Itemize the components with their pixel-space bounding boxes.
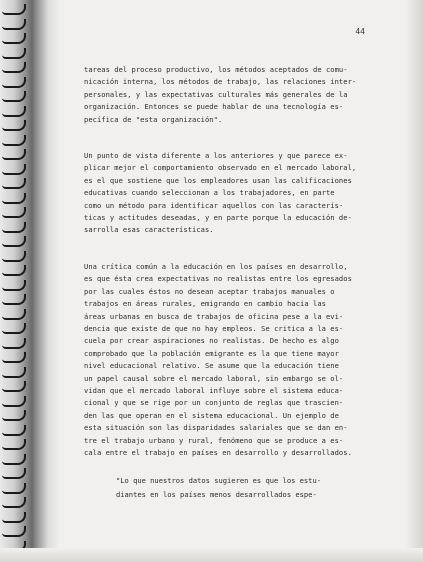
quote-line: "Lo que nuestros datos sugieren es que los estu- xyxy=(116,476,321,485)
text-line: cuela por crear aspiraciones no realistas. De hecho es algo xyxy=(84,336,339,346)
text-line: por las cuales éstos no desean aceptar trabajos manuales o xyxy=(84,286,335,296)
text-line: cional y que se rige por un conjunto de reglas que trascien- xyxy=(84,398,344,408)
paragraph-gap xyxy=(84,237,372,261)
text-line: sarrolla esas características. xyxy=(84,225,214,235)
spiral-loop xyxy=(2,236,26,247)
text-line: ticas y actitudes deseadas, y en parte porque la educación de- xyxy=(84,213,352,223)
text-line: comprobado que la población emigrante es la que tiene mayor xyxy=(84,348,339,358)
spiral-loop xyxy=(2,410,26,421)
text-line: organización. Entonces se puede hablar de una tecnología es- xyxy=(84,102,344,112)
text-line: tre el trabajo urbano y rural, fenómeno que se produce a es- xyxy=(84,435,344,445)
spiral-loop xyxy=(2,439,26,450)
text-line: Un punto de vista diferente a los anteriores y que parece ex- xyxy=(84,151,348,161)
spiral-loop xyxy=(2,251,26,262)
spiral-loop xyxy=(2,48,26,59)
spiral-loop xyxy=(2,367,26,378)
text-line: áreas urbanas en busca de trabajos de oficina pese a la evi- xyxy=(84,311,344,321)
text-line: un papel causal sobre el mercado laboral, sin embargo se ol- xyxy=(84,373,344,383)
text-line: es el que sostiene que los empleadores usan las calificaciones xyxy=(84,175,352,185)
text-line: vidan que el mercado laboral influye sobre el sistema educa- xyxy=(84,385,344,395)
spiral-loop xyxy=(2,396,26,407)
spiral-loop xyxy=(2,4,26,15)
text-line: tareas del proceso productivo, los métodos aceptados de comu- xyxy=(84,65,348,74)
spiral-loop xyxy=(2,164,26,175)
spiral-loop xyxy=(2,309,26,320)
spiral-loop xyxy=(2,33,26,44)
text-line: Una crítica común a la educación en los países en desarrollo, xyxy=(84,261,348,271)
spiral-loop xyxy=(2,178,26,189)
text-line: pecífica de "esta organización". xyxy=(84,114,223,124)
spiral-loop xyxy=(2,497,26,508)
paragraph-1 xyxy=(84,64,372,126)
paragraph-3 xyxy=(84,261,372,460)
spiral-loop xyxy=(2,454,26,465)
text-line: dencia que existe de que no hay empleos. Se critica a la es- xyxy=(84,323,344,333)
spiral-loop xyxy=(2,135,26,146)
spiral-loop xyxy=(2,207,26,218)
spiral-loop xyxy=(2,468,26,479)
spiral-loop xyxy=(2,323,26,334)
spiral-loop xyxy=(2,294,26,305)
text-line: educativas cuando seleccionan a los trabajadores, en parte xyxy=(84,188,335,198)
paragraph-gap xyxy=(84,126,372,150)
block-quote xyxy=(116,474,356,502)
spiral-loop xyxy=(2,62,26,73)
spiral-loop xyxy=(2,381,26,392)
spiral-loop xyxy=(2,19,26,30)
text-line: trabajos en áreas rurales, emigrando en cambio hacia las xyxy=(84,299,326,309)
spiral-loop xyxy=(2,280,26,291)
body-text xyxy=(84,64,372,459)
spiral-loop xyxy=(2,149,26,160)
spiral-loop xyxy=(2,193,26,204)
spiral-loop xyxy=(2,352,26,363)
spiral-loop xyxy=(2,526,26,537)
text-line: cala entre el trabajo en países en desarrollo y desarrollados. xyxy=(84,447,352,457)
page-right-edge xyxy=(405,0,423,562)
spiral-loop xyxy=(2,483,26,494)
page-number: 44 xyxy=(355,27,365,36)
spiral-loop xyxy=(2,425,26,436)
spiral-loop xyxy=(2,77,26,88)
text-line: es que ésta crea expectativas no realistas entre los egresados xyxy=(84,274,352,284)
text-line: personales, y las expectativas culturales más generales de la xyxy=(84,89,348,99)
spiral-loop xyxy=(2,120,26,131)
text-line: plicar mejor el comportamiento observado en el mercado laboral, xyxy=(84,163,357,173)
spiral-loop xyxy=(2,91,26,102)
spiral-loop xyxy=(2,338,26,349)
text-line: esta situación son las disparidades salariales que se dan en- xyxy=(84,423,348,433)
page-bottom-edge xyxy=(0,548,423,562)
spiral-loop xyxy=(2,106,26,117)
text-line: nicación interna, los métodos de trabajo, las relaciones inter- xyxy=(84,77,357,87)
text-line: nivel educacional relativo. Se asume que la educación tiene xyxy=(84,361,339,371)
spiral-loop xyxy=(2,265,26,276)
text-line: como un método para identificar aquellos con las caracterís- xyxy=(84,200,344,210)
quote-line: diantes en los países menos desarrollados espe- xyxy=(116,490,317,499)
text-line: den las que operan en el sistema educacional. Un ejemplo de xyxy=(84,410,339,420)
spiral-loop xyxy=(2,512,26,523)
spiral-binding xyxy=(0,0,28,562)
spiral-loop xyxy=(2,222,26,233)
paragraph-2 xyxy=(84,150,372,237)
